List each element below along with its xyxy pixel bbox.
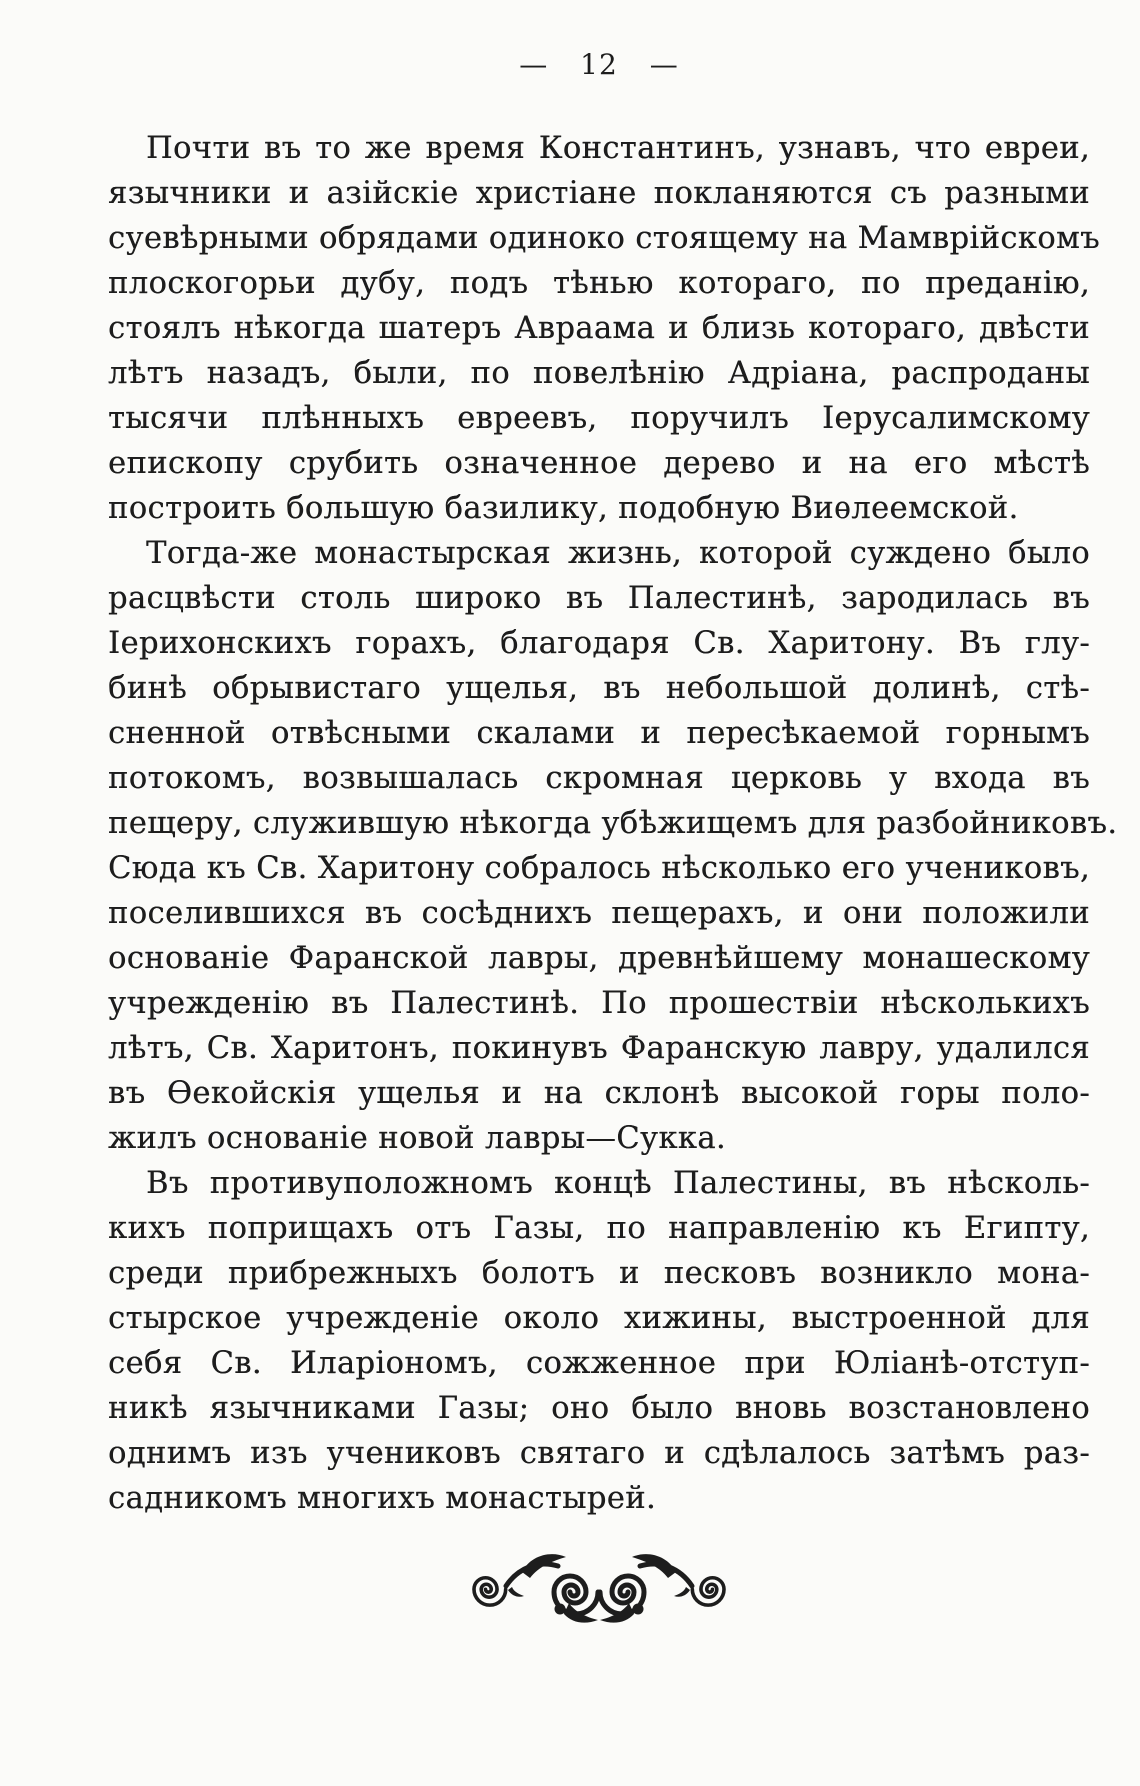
text-line: потокомъ, возвышалась скромная церковь у входа въ — [108, 761, 1090, 796]
text-line: епископу срубить означенное дерево и на его мѣстѣ — [108, 446, 1090, 481]
text-line: садникомъ многихъ монастырей. — [108, 1481, 657, 1516]
page-number-header: — 12 — — [519, 48, 679, 81]
text-line: Сюда къ Св. Харитону собралось нѣсколько его учениковъ, — [108, 851, 1090, 886]
paragraph-1 — [108, 126, 1100, 531]
paragraph-2 — [108, 531, 1118, 1161]
text-line: кихъ поприщахъ отъ Газы, по направленію къ Египту, — [108, 1211, 1090, 1246]
text-line: однимъ изъ учениковъ святаго и сдѣлалось затѣмъ раз- — [108, 1436, 1090, 1471]
floral-vignette-icon — [466, 1550, 732, 1628]
text-line: никѣ язычниками Газы; оно было вновь возстановлено — [108, 1391, 1090, 1426]
text-line: стырское учрежденіе около хижины, выстроенной для — [108, 1301, 1090, 1336]
text-line: стоялъ нѣкогда шатеръ Авраама и близь котораго, двѣсти — [108, 311, 1090, 346]
text-line: Тогда-же монастырская жизнь, которой суждено было — [146, 536, 1090, 571]
text-line: учрежденію въ Палестинѣ. По прошествіи нѣсколькихъ — [108, 986, 1090, 1021]
text-line: расцвѣсти столь широко въ Палестинѣ, зародилась въ — [108, 581, 1090, 616]
tailpiece-ornament — [466, 1550, 732, 1628]
text-block — [108, 126, 1118, 1521]
text-line: жилъ основаніе новой лавры—Сукка. — [108, 1121, 726, 1156]
text-line: плоскогорьи дубу, подъ тѣнью котораго, по преданію, — [108, 266, 1090, 301]
text-line: тысячи плѣнныхъ евреевъ, поручилъ Іерусалимскому — [108, 401, 1090, 436]
text-line: бинѣ обрывистаго ущелья, въ небольшой долинѣ, стѣ- — [108, 671, 1090, 706]
text-line: язычники и азійскіе христіане покланяются съ разными — [108, 176, 1090, 211]
text-line: поселившихся въ сосѣднихъ пещерахъ, и они положили — [108, 896, 1090, 931]
text-line: лѣтъ, Св. Харитонъ, покинувъ Фаранскую лавру, удалился — [108, 1031, 1090, 1066]
text-line: среди прибрежныхъ болотъ и песковъ возникло мона- — [108, 1256, 1090, 1291]
text-line: основаніе Фаранской лавры, древнѣйшему монашескому — [108, 941, 1090, 976]
text-line: сненной отвѣсными скалами и пересѣкаемой горнымъ — [108, 716, 1090, 751]
text-line: построить большую базилику, подобную Виѳлеемской. — [108, 491, 1019, 526]
text-line: лѣтъ назадъ, были, по повелѣнію Адріана, распроданы — [108, 356, 1090, 391]
text-line: въ Ѳекойскія ущелья и на склонѣ высокой горы поло- — [108, 1076, 1090, 1111]
text-line: Іерихонскихъ горахъ, благодаря Св. Харитону. Въ глу- — [108, 626, 1090, 661]
text-line: пещеру, служившую нѣкогда убѣжищемъ для разбойниковъ. — [108, 806, 1118, 841]
text-line: Почти въ то же время Константинъ, узнавъ, что евреи, — [146, 131, 1090, 166]
paragraph-3 — [108, 1161, 1090, 1521]
text-line: суевѣрными обрядами одиноко стоящему на Мамврійскомъ — [108, 221, 1100, 256]
text-line: Въ противуположномъ концѣ Палестины, въ нѣсколь- — [146, 1166, 1090, 1201]
text-line: себя Св. Иларіономъ, сожженное при Юліанѣ-отступ- — [108, 1346, 1090, 1381]
